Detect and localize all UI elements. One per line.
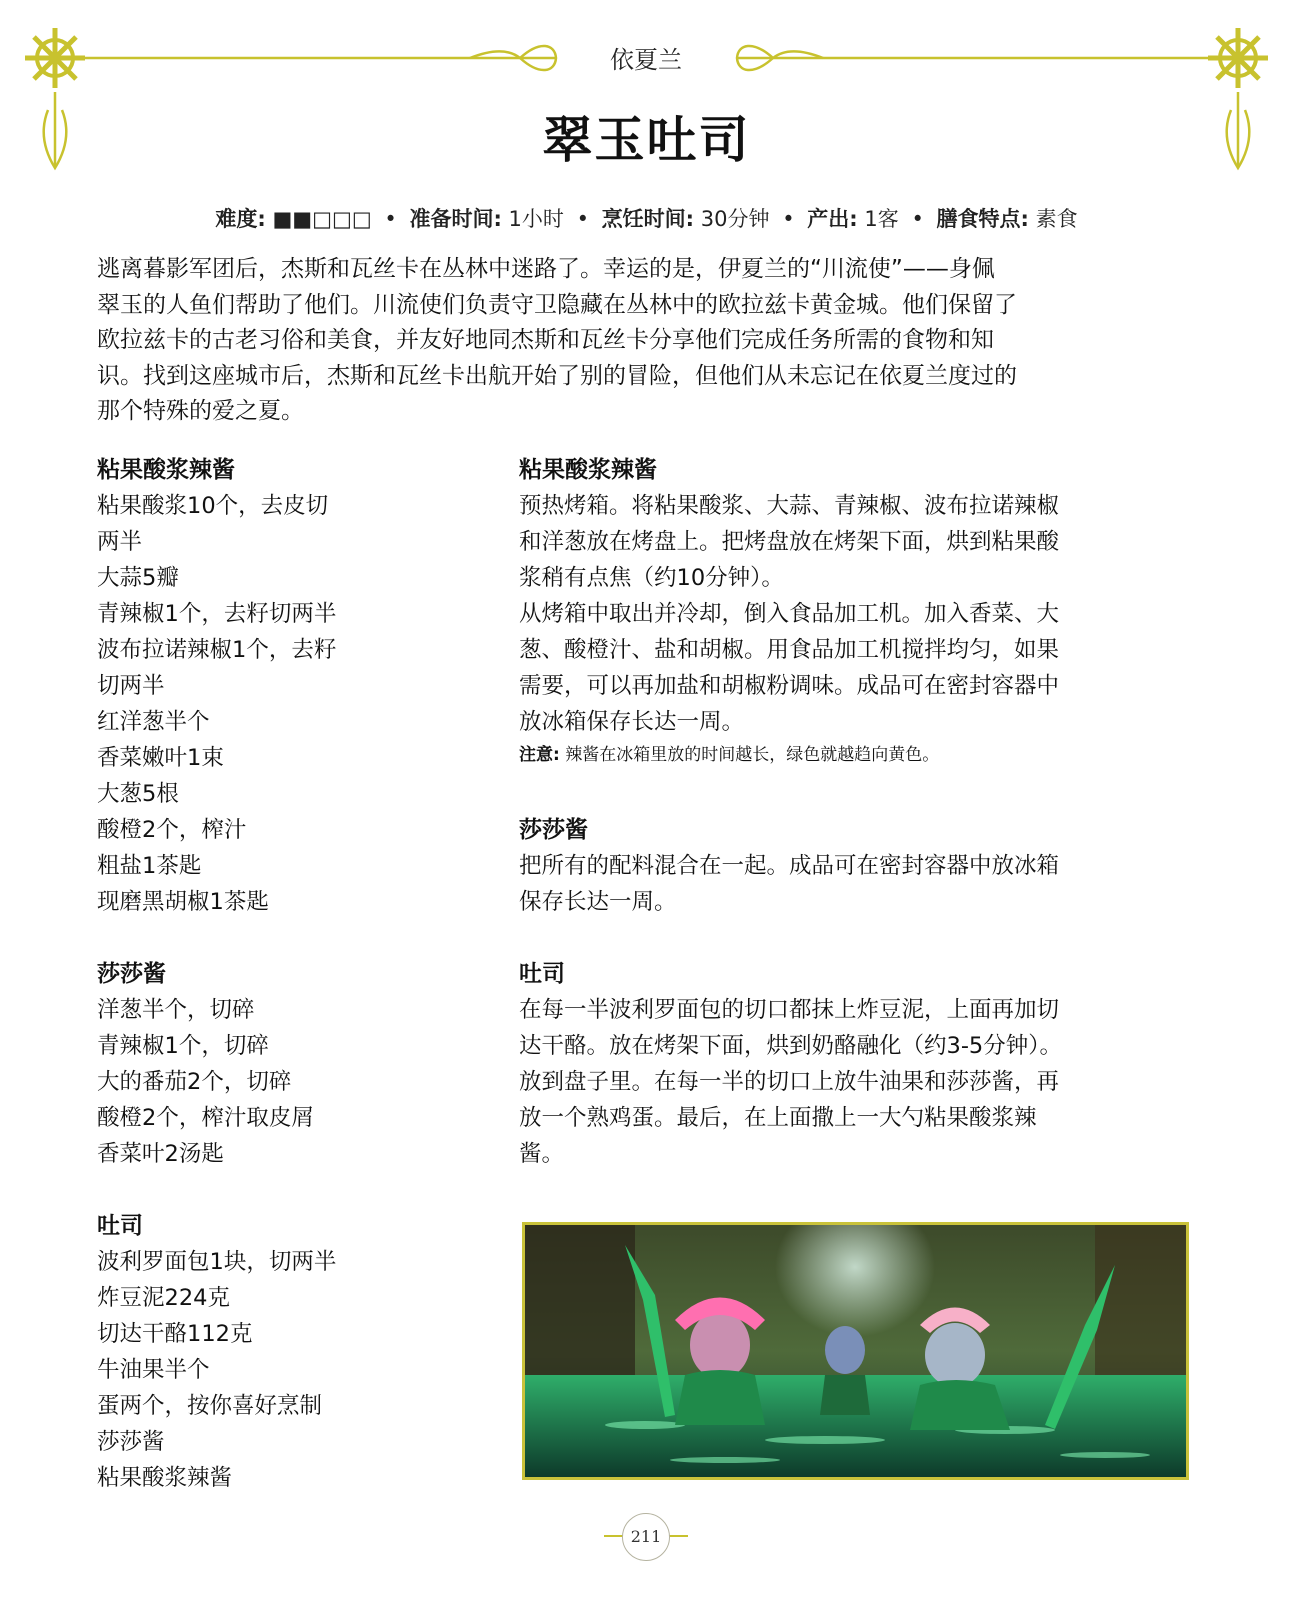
note-text: 辣酱在冰箱里放的时间越长，绿色就越趋向黄色。 [565, 745, 940, 765]
ingredient-item: 粘果酸浆辣酱 [97, 1465, 233, 1491]
step-line: 把所有的配料混合在一起。成品可在密封容器中放冰箱 [519, 853, 1060, 879]
page-number: 211 [622, 1513, 670, 1561]
diet-value: 素食 [1035, 207, 1078, 231]
ingredient-item: 粗盐1茶匙 [97, 853, 202, 879]
steps-heading-salsa-verde: 粘果酸浆辣酱 [519, 457, 657, 483]
intro-line: 识。找到这座城市后，杰斯和瓦丝卡出航开始了别的冒险，但他们从未忘记在依夏兰度过的 [97, 362, 1017, 389]
ingredients-heading-salsa: 莎莎酱 [97, 961, 166, 987]
step-line: 保存长达一周。 [519, 889, 677, 915]
cook-time-label: 烹饪时间: [601, 207, 695, 231]
prep-time-value: 1小时 [508, 207, 564, 231]
ingredient-item: 青辣椒1个，切碎 [97, 1033, 269, 1059]
step-line: 和洋葱放在烤盘上。把烤盘放在烤架下面，烘到粘果酸 [519, 529, 1060, 555]
merfolk-scene-image [525, 1225, 1186, 1477]
step-line: 放一个熟鸡蛋。最后，在上面撒上一大勺粘果酸浆辣 [519, 1105, 1037, 1131]
ingredient-item: 青辣椒1个，去籽切两半 [97, 601, 337, 627]
ingredient-item: 大葱5根 [97, 781, 179, 807]
difficulty-value: ■■□□□ [272, 207, 372, 231]
ingredient-item: 炸豆泥224克 [97, 1285, 230, 1311]
intro-line: 欧拉兹卡的古老习俗和美食，并友好地同杰斯和瓦丝卡分享他们完成任务所需的食物和知 [97, 327, 994, 354]
ingredient-item: 蛋两个，按你喜好烹制 [97, 1393, 323, 1419]
compass-rose-icon [1208, 28, 1268, 88]
step-line: 放冰箱保存长达一周。 [519, 709, 745, 735]
ingredient-item: 波利罗面包1块，切两半 [97, 1249, 337, 1275]
recipe-title: 翠玉吐司 [542, 111, 751, 169]
intro-paragraph [97, 252, 1197, 430]
cook-time-value: 30分钟 [700, 207, 770, 231]
meta-separator: • [384, 207, 397, 231]
step-line: 酱。 [519, 1141, 565, 1167]
step-line: 达干酪。放在烤架下面，烘到奶酪融化（约3-5分钟）。 [519, 1033, 1063, 1059]
ingredients-column [97, 452, 467, 1496]
ingredient-item: 莎莎酱 [97, 1429, 165, 1455]
ingredient-item: 香菜嫩叶1束 [97, 745, 224, 771]
meta-separator: • [782, 207, 795, 231]
prep-time-label: 准备时间: [409, 207, 502, 231]
ingredient-item: 红洋葱半个 [97, 709, 210, 735]
ingredient-item: 香菜叶2汤匙 [97, 1141, 224, 1167]
step-line: 放到盘子里。在每一半的切口上放牛油果和莎莎酱，再 [519, 1069, 1060, 1095]
recipe-meta [0, 203, 1293, 233]
note [519, 740, 1179, 770]
intro-line: 翠玉的人鱼们帮助了他们。川流使们负责守卫隐藏在丛林中的欧拉兹卡黄金城。他们保留了 [97, 291, 1017, 318]
step-line: 在每一半波利罗面包的切口都抹上炸豆泥，上面再加切 [519, 997, 1060, 1023]
ingredient-item: 波布拉诺辣椒1个，去籽 [97, 637, 337, 663]
ingredient-item: 牛油果半个 [97, 1357, 210, 1383]
ingredient-item: 洋葱半个，切碎 [97, 997, 255, 1023]
step-line: 葱、酸橙汁、盐和胡椒。用食品加工机搅拌均匀，如果 [519, 637, 1060, 663]
ingredient-item: 大蒜5瓣 [97, 565, 179, 591]
step-line: 从烤箱中取出并冷却，倒入食品加工机。加入香菜、大 [519, 601, 1060, 627]
step-line: 浆稍有点焦（约10分钟）。 [519, 565, 784, 591]
ingredient-item: 切两半 [97, 673, 165, 699]
steps-heading-salsa: 莎莎酱 [519, 817, 588, 843]
yield-value: 1客 [864, 207, 899, 231]
step-line: 预热烤箱。将粘果酸浆、大蒜、青辣椒、波布拉诺辣椒 [519, 493, 1060, 519]
ingredient-item: 粘果酸浆10个，去皮切 [97, 493, 329, 519]
compass-rose-icon [25, 28, 85, 88]
merfolk-illustration [522, 1222, 1189, 1480]
ingredients-heading-salsa-verde: 粘果酸浆辣酱 [97, 457, 235, 483]
ingredient-item: 酸橙2个，榨汁取皮屑 [97, 1105, 314, 1131]
ingredient-item: 酸橙2个，榨汁 [97, 817, 247, 843]
step-line: 需要，可以再加盐和胡椒粉调味。成品可在密封容器中 [519, 673, 1060, 699]
intro-line: 那个特殊的爱之夏。 [97, 398, 304, 425]
ingredient-item: 现磨黑胡椒1茶匙 [97, 889, 269, 915]
ingredient-item: 两半 [97, 529, 143, 555]
difficulty-label: 难度: [215, 207, 266, 231]
intro-line: 逃离暮影军团后，杰斯和瓦丝卡在丛林中迷路了。幸运的是，伊夏兰的“川流使”——身佩 [97, 256, 995, 282]
yield-label: 产出: [807, 207, 858, 231]
ingredient-item: 切达干酪112克 [97, 1321, 253, 1347]
diet-label: 膳食特点: [936, 207, 1029, 231]
ingredients-heading-toast: 吐司 [97, 1213, 143, 1239]
note-label: 注意: [519, 745, 560, 765]
steps-column [519, 452, 1179, 1172]
steps-heading-toast: 吐司 [519, 961, 565, 987]
meta-separator: • [911, 207, 924, 231]
ingredient-item: 大的番茄2个，切碎 [97, 1069, 292, 1095]
meta-separator: • [576, 207, 589, 231]
chapter-name: 依夏兰 [610, 46, 682, 74]
